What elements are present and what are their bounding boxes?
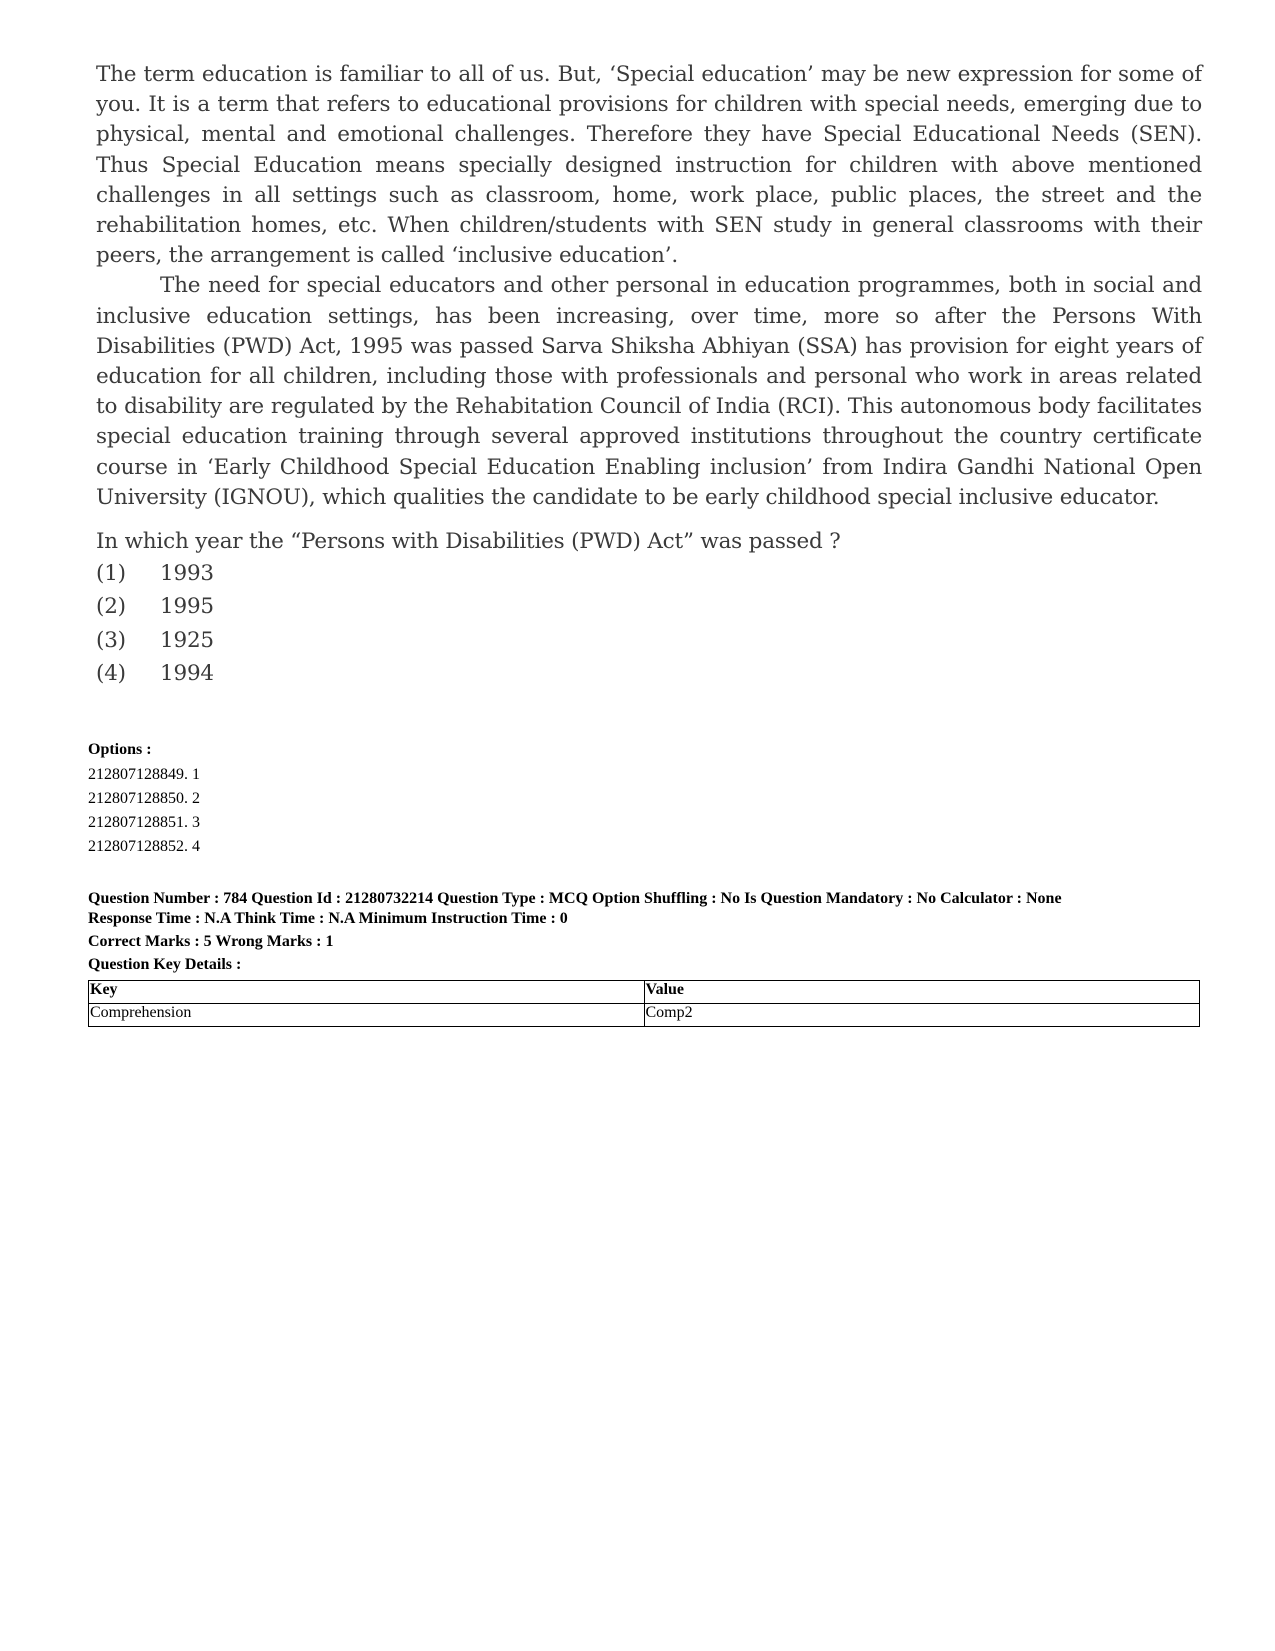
choice-text: 1994 bbox=[160, 661, 214, 687]
choice-4 bbox=[96, 658, 1202, 692]
table-row bbox=[89, 1004, 1200, 1027]
option-item: 212807128850. 2 bbox=[88, 790, 200, 807]
passage-paragraph-1: The term education is familiar to all of us. But, ‘Special education’ may be new expression for some of you. It is a term that refers to educational provisions for children with special needs, emerging due to physical, mental and emotional challenges. Therefore they have Special Educational Needs (SEN). Thus Special Education means specially designed instruction for children with above mentioned challenges in all settings such as classroom, home, work place, public places, the street and the rehabilitation homes, etc. When children/students with SEN study in general classrooms with their peers, the arrangement is called ‘inclusive education’. bbox=[96, 62, 1202, 269]
passage-scan bbox=[96, 60, 1202, 691]
choice-number: (2) bbox=[96, 594, 126, 620]
options-label: Options : bbox=[88, 741, 152, 758]
options-block bbox=[88, 740, 1198, 859]
marks-line: Correct Marks : 5 Wrong Marks : 1 bbox=[88, 933, 334, 950]
option-item: 212807128849. 1 bbox=[88, 766, 200, 783]
passage-paragraph-2: The need for special educators and other personal in education programmes, both in social and inclusive education settings, has been increasing, over time, more so after the Persons With Disabilities (PWD) Act, 1995 was passed Sarva Shiksha Abhiyan (SSA) has provision for eight years of education for all children, including those with professionals and personal who work in areas related to disability are regulated by the Rehabitation Council of India (RCI). This autonomous body facilitates special education training through several approved institutions throughout the country certificate course in ‘Early Childhood Special Education Enabling inclusion’ from Indira Gandhi National Open University (IGNOU), which qualities the candidate to be early childhood special inclusive educator. bbox=[96, 273, 1202, 510]
question-info-line-2: Response Time : N.A Think Time : N.A Minimum Instruction Time : 0 bbox=[88, 910, 568, 927]
table-cell-value: Comp2 bbox=[644, 1004, 1200, 1027]
table-header-value: Value bbox=[644, 981, 1200, 1004]
key-details-table bbox=[88, 980, 1200, 1027]
option-item: 212807128851. 3 bbox=[88, 814, 200, 831]
option-item: 212807128852. 4 bbox=[88, 838, 200, 855]
choice-3 bbox=[96, 624, 1202, 658]
choice-text: 1993 bbox=[160, 560, 214, 586]
question-info-line-1: Question Number : 784 Question Id : 21280732214 Question Type : MCQ Option Shuffling : No Is Question Mandatory : No Calculator : None bbox=[88, 890, 1062, 907]
choice-text: 1995 bbox=[160, 594, 214, 620]
question-text: In which year the “Persons with Disabilities (PWD) Act” was passed ? bbox=[96, 529, 841, 555]
question-info bbox=[88, 889, 1198, 975]
choice-number: (4) bbox=[96, 661, 126, 687]
choice-text: 1925 bbox=[160, 627, 214, 653]
table-cell-key: Comprehension bbox=[89, 1004, 645, 1027]
key-details-label: Question Key Details : bbox=[88, 956, 242, 973]
choice-number: (3) bbox=[96, 627, 126, 653]
table-header-key: Key bbox=[89, 981, 645, 1004]
choice-2 bbox=[96, 591, 1202, 625]
choice-1 bbox=[96, 557, 1202, 591]
table-header-row bbox=[89, 981, 1200, 1004]
choice-number: (1) bbox=[96, 560, 126, 586]
